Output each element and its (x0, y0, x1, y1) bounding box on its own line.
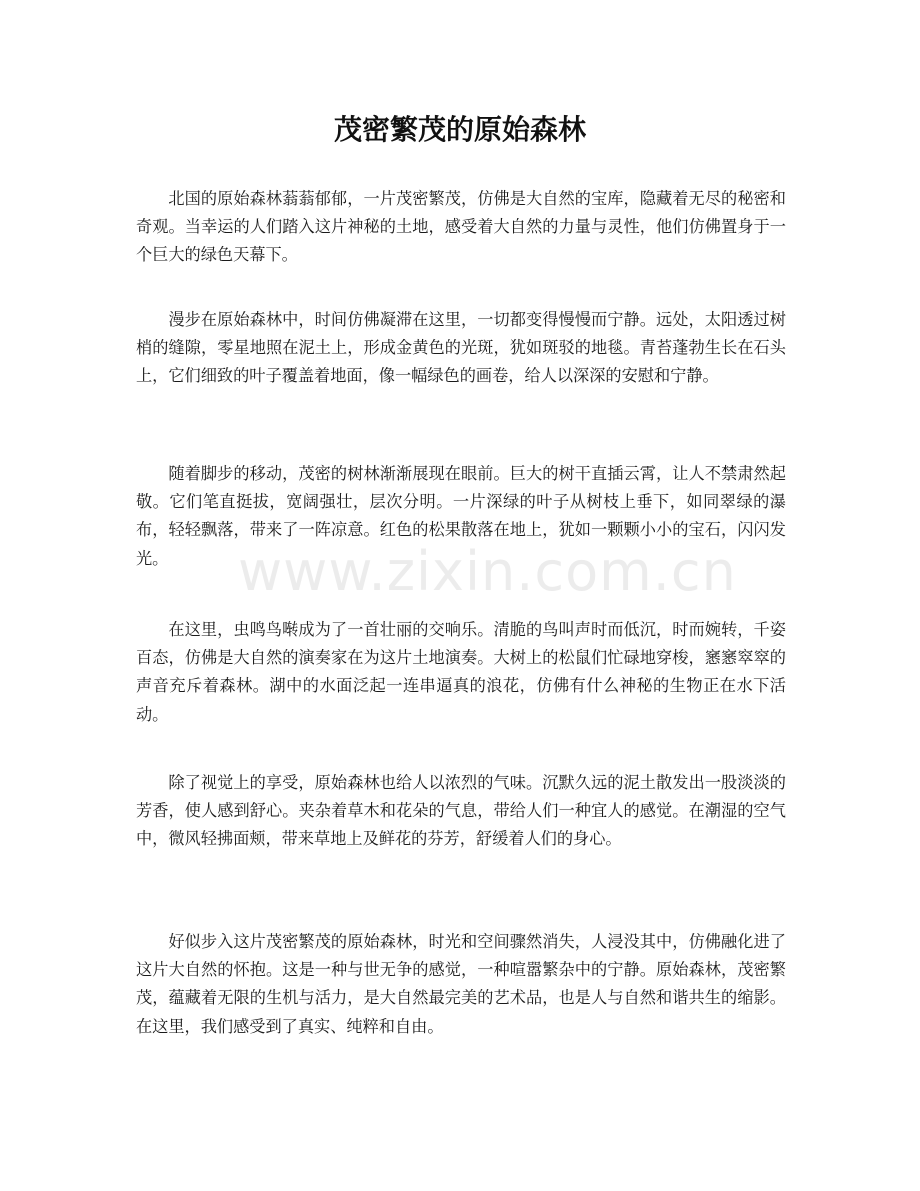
paragraph-2: 漫步在原始森林中，时间仿佛凝滞在这里，一切都变得慢慢而宁静。远处，太阳透过树梢的缝隙，零星地照在泥土上，形成金黄色的光斑，犹如斑驳的地毯。青苔蓬勃生长在石头上，它们细致的叶子覆盖着地面，像一幅绿色的画卷，给人以深深的安慰和宁静。 (136, 310, 786, 386)
paragraph-4: 在这里，虫鸣鸟啭成为了一首壮丽的交响乐。清脆的鸟叫声时而低沉，时而婉转，千姿百态，仿佛是大自然的演奏家在为这片土地演奏。大树上的松鼠们忙碌地穿梭，窸窸窣窣的声音充斥着森林。湖中的水面泛起一连串逼真的浪花，仿佛有什么神秘的生物正在水下活动。 (136, 620, 786, 724)
watermark: www.zixin.com.cn (238, 540, 737, 603)
paragraph-6: 好似步入这片茂密繁茂的原始森林，时光和空间骤然消失，人浸没其中，仿佛融化进了这片大自然的怀抱。这是一种与世无争的感觉，一种喧嚣繁杂中的宁静。原始森林，茂密繁茂，蕴藏着无限的生机与活力，是大自然最完美的艺术品，也是人与自然和谐共生的缩影。在这里，我们感受到了真实、纯粹和自由。 (136, 932, 786, 1036)
document-title: 茂密繁茂的原始森林 (333, 113, 586, 146)
paragraph-5: 除了视觉上的享受，原始森林也给人以浓烈的气味。沉默久远的泥土散发出一股淡淡的芳香，使人感到舒心。夹杂着草木和花朵的气息，带给人们一种宜人的感觉。在潮湿的空气中，微风轻拂面颊，带来草地上及鲜花的芬芳，舒缓着人们的身心。 (136, 773, 786, 849)
paragraph-3: 随着脚步的移动，茂密的树林渐渐展现在眼前。巨大的树干直插云霄，让人不禁肃然起敬。它们笔直挺拔，宽阔强壮，层次分明。一片深绿的叶子从树枝上垂下，如同翠绿的瀑布，轻轻飘落，带来了一阵凉意。红色的松果散落在地上，犹如一颗颗小小的宝石，闪闪发光。 (136, 464, 786, 568)
paragraph-1: 北国的原始森林蓊蓊郁郁，一片茂密繁茂，仿佛是大自然的宝库，隐藏着无尽的秘密和奇观。当幸运的人们踏入这片神秘的土地，感受着大自然的力量与灵性，他们仿佛置身于一个巨大的绿色天幕下。 (136, 189, 786, 265)
